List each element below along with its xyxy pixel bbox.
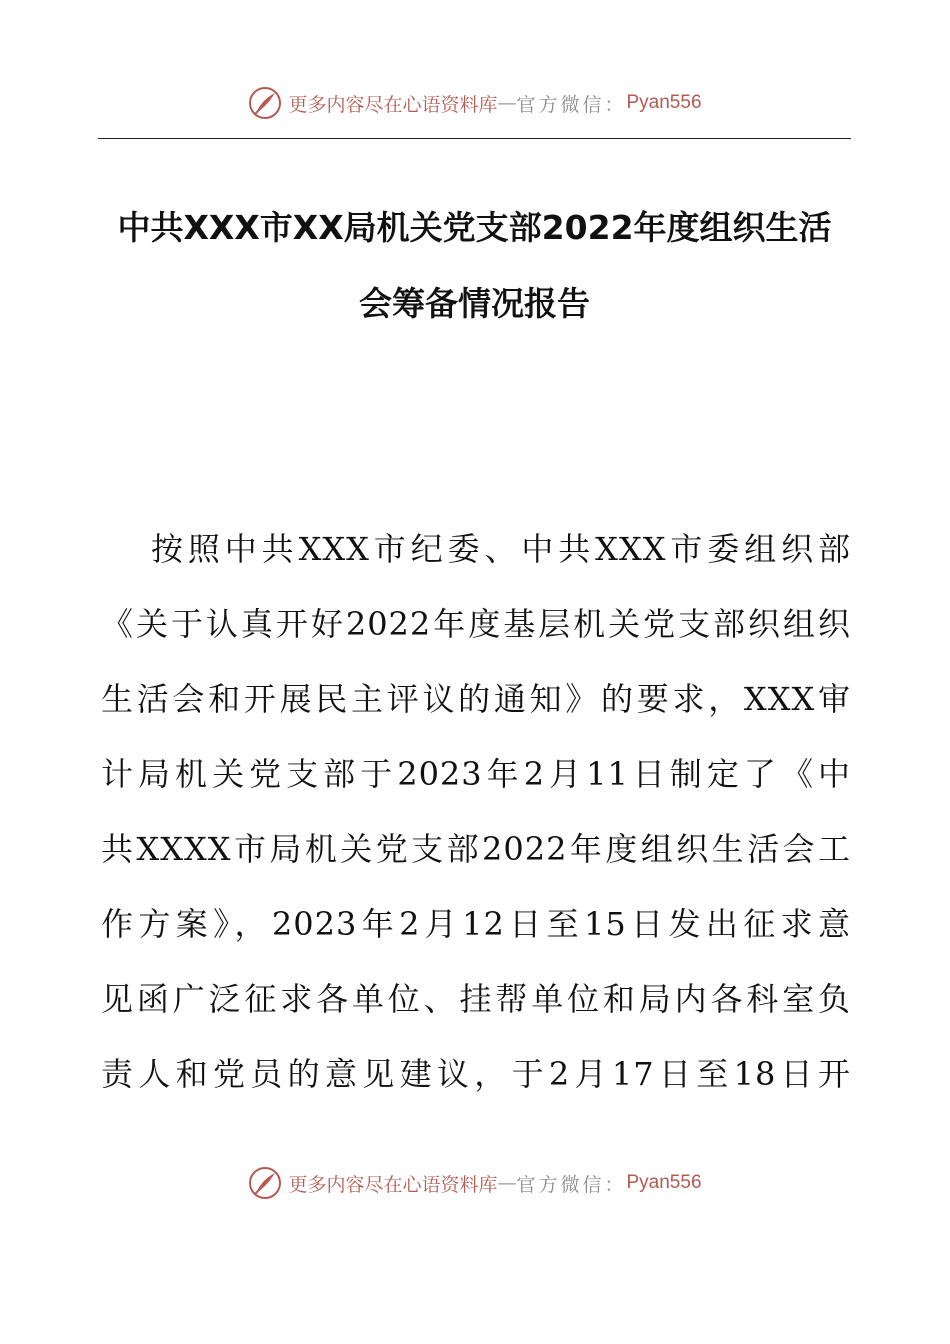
body-line: 见函广泛征求各单位、挂帮单位和局内各科室负 bbox=[101, 980, 851, 1018]
footer-official-label: 官方微信： bbox=[516, 1173, 627, 1196]
footer-separator: — bbox=[497, 1172, 517, 1194]
quill-logo-icon bbox=[248, 86, 282, 120]
header-divider bbox=[98, 138, 851, 139]
footer-wechat-id: Pyan556 bbox=[626, 1172, 702, 1193]
title-line-2: 会筹备情况报告 bbox=[359, 284, 590, 323]
header-official-label: 官方微信： bbox=[516, 93, 627, 116]
document-body bbox=[101, 512, 851, 1112]
body-line: 计局机关党支部于2023年2月11日制定了《中 bbox=[101, 755, 851, 793]
body-line: 共XXXX市局机关党支部2022年度组织生活会工 bbox=[101, 830, 851, 868]
footer-banner bbox=[0, 1163, 950, 1203]
body-line: 生活会和开展民主评议的通知》的要求，XXX审 bbox=[101, 680, 851, 718]
quill-logo-icon bbox=[248, 1166, 282, 1200]
body-line: 《关于认真开好2022年度基层机关党支部织组织 bbox=[101, 605, 851, 643]
body-line: 责人和党员的意见建议，于2月17日至18日开 bbox=[101, 1055, 851, 1093]
header-banner bbox=[0, 83, 950, 123]
title-line-1: 中共XXX市XX局机关党支部2022年度组织生活 bbox=[117, 208, 832, 247]
body-line: 按照中共XXX市纪委、中共XXX市委组织部 bbox=[151, 530, 851, 568]
header-wechat-id: Pyan556 bbox=[626, 92, 702, 113]
header-separator: — bbox=[497, 92, 517, 114]
document-title bbox=[98, 190, 851, 342]
header-brand-text: 更多内容尽在心语资料库 bbox=[288, 93, 498, 116]
footer-brand-text: 更多内容尽在心语资料库 bbox=[288, 1173, 498, 1196]
body-line: 作方案》，2023年2月12日至15日发出征求意 bbox=[101, 905, 851, 943]
